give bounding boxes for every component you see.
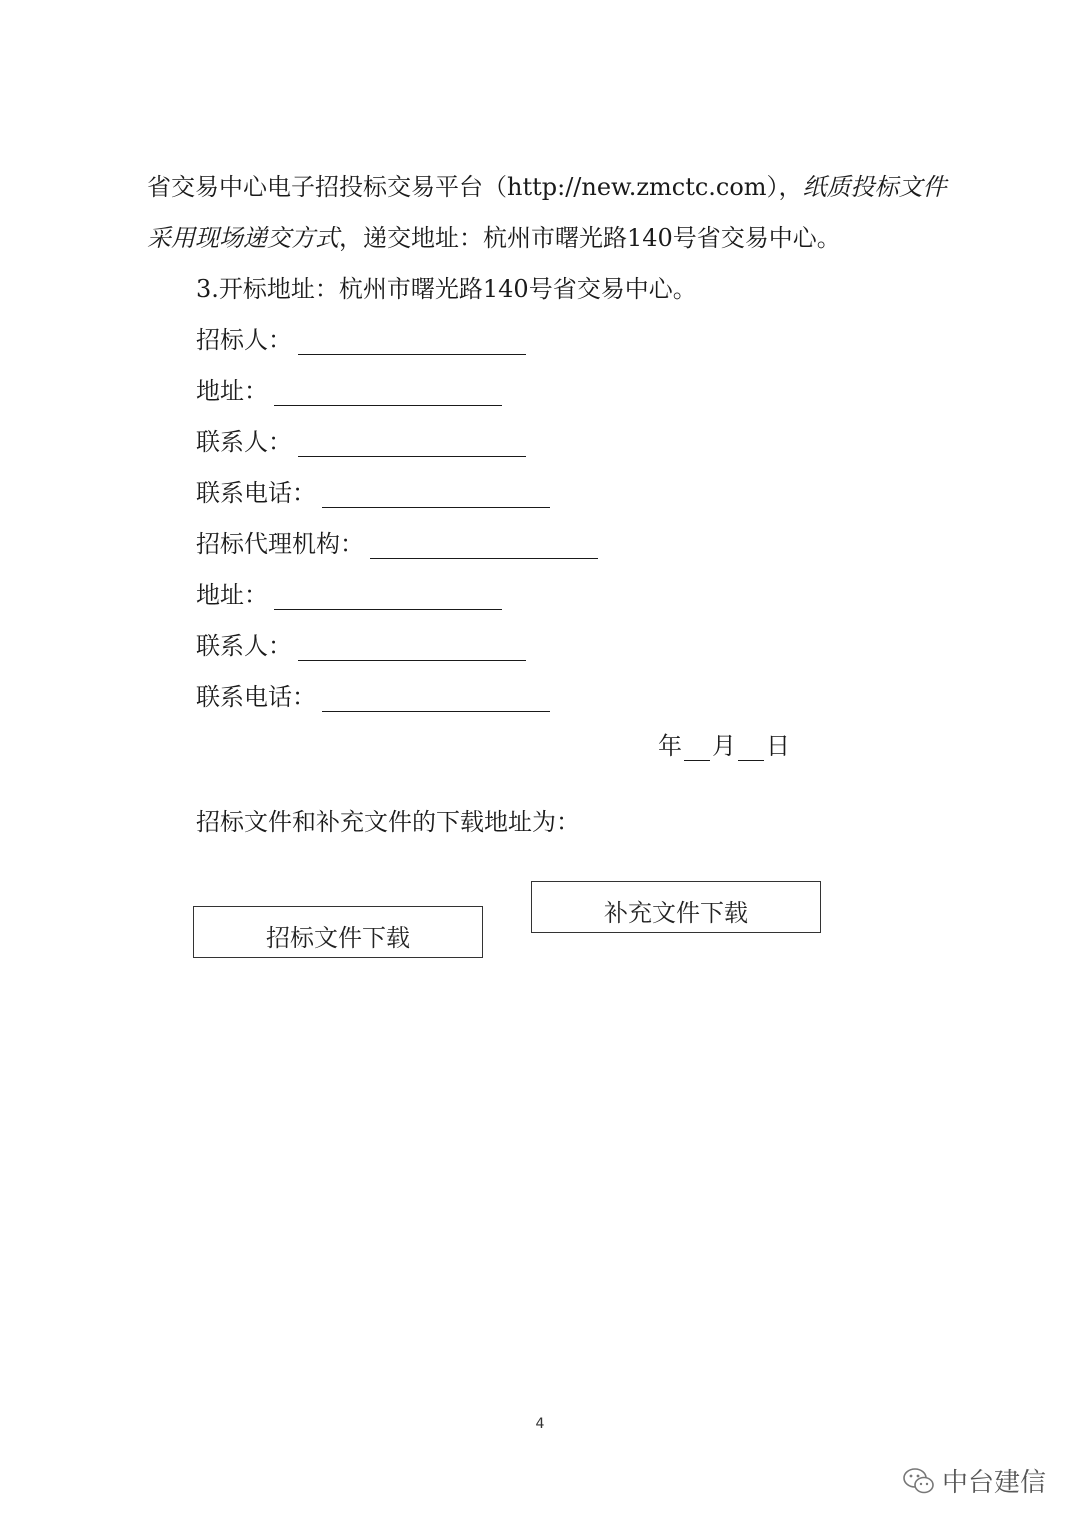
field-label: 地址： — [196, 377, 268, 405]
field-agency-phone — [196, 682, 550, 712]
field-agency-contact — [196, 631, 526, 661]
date-year: 年 — [658, 732, 682, 760]
tender-document-download-button[interactable]: 招标文件下载 — [193, 906, 483, 958]
field-tenderer-address — [196, 376, 502, 406]
field-blank[interactable] — [274, 585, 502, 610]
date-line — [658, 731, 790, 761]
paragraph-line-1 — [147, 172, 947, 202]
date-month: 月 — [712, 732, 736, 760]
field-tenderer-contact — [196, 427, 526, 457]
field-label: 联系电话： — [196, 683, 316, 711]
date-day: 日 — [766, 732, 790, 760]
page-number: 4 — [535, 1416, 545, 1432]
paragraph-line-1-italic: 纸质投标文件 — [802, 173, 947, 201]
field-blank[interactable] — [322, 687, 550, 712]
watermark — [902, 1462, 1046, 1499]
field-label: 地址： — [196, 581, 268, 609]
paragraph-line-2 — [147, 223, 841, 253]
wechat-icon — [902, 1466, 936, 1496]
field-label: 招标人： — [196, 326, 292, 354]
field-blank[interactable] — [298, 330, 526, 355]
field-tenderer — [196, 325, 526, 355]
field-blank[interactable] — [322, 483, 550, 508]
date-month-blank[interactable] — [684, 736, 710, 761]
field-label: 招标代理机构： — [196, 530, 364, 558]
field-blank[interactable] — [298, 432, 526, 457]
paragraph-line-1-text: 省交易中心电子招投标交易平台（http://new.zmctc.com）， — [147, 173, 803, 201]
field-agency-address — [196, 580, 502, 610]
download-intro: 招标文件和补充文件的下载地址为： — [196, 808, 580, 836]
field-tenderer-phone — [196, 478, 550, 508]
field-label: 联系电话： — [196, 479, 316, 507]
opening-address: 3.开标地址：杭州市曙光路140号省交易中心。 — [196, 275, 697, 303]
supplement-document-download-button[interactable]: 补充文件下载 — [531, 881, 821, 933]
watermark-text: 中台建信 — [942, 1468, 1047, 1498]
paragraph-line-2-text: ，递交地址：杭州市曙光路140号省交易中心。 — [339, 224, 841, 252]
field-blank[interactable] — [370, 534, 598, 559]
field-blank[interactable] — [274, 381, 502, 406]
field-label: 联系人： — [196, 428, 292, 456]
field-agency — [196, 529, 598, 559]
field-label: 联系人： — [196, 632, 292, 660]
date-day-blank[interactable] — [738, 736, 764, 761]
field-blank[interactable] — [298, 636, 526, 661]
paragraph-line-2-italic: 采用现场递交方式 — [147, 224, 339, 252]
